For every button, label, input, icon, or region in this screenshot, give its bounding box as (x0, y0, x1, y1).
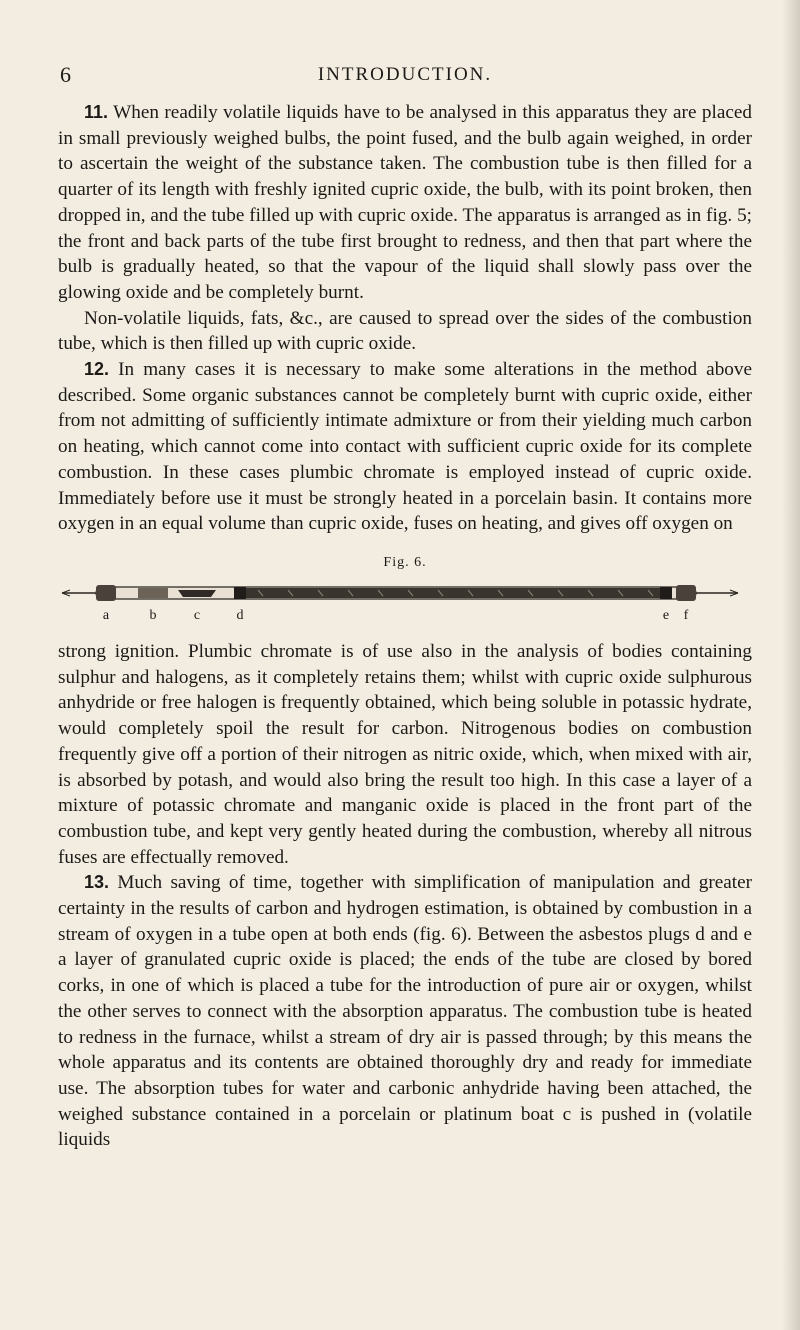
paragraph-text: Much saving of time, together with simplification of manipulation and greater certainty in the results of carbon and hydrogen estimation, is obtained by combustion in a stream of oxygen in a tube open at both ends (fig. 6). Between the asbestos plugs d and e a layer of granulated cupric oxide is placed; the ends of the tube are closed by bored corks, in one of which is placed a tube for the introduction of pure air or oxygen, whilst the other serves to connect with the absorption apparatus. The combustion tube is heated to redness in the furnace, whilst a stream of dry air is passed through; by this means the whole apparatus and its contents are obtained thoroughly dry and ready for immediate use. The absorption tubes for water and carbonic anhydride having been attached, the weighed substance contained in a porcelain or platinum boat c is pushed in (volatile liquids (58, 872, 753, 1151)
text-block-top (58, 100, 752, 537)
cork-a (96, 585, 116, 601)
paragraph-text: When readily volatile liquids have to be analysed in this apparatus they are placed in small previously weighed bulbs, the point fused, and the bulb again weighed, in order to ascertain the weight of the substance taken. The combustion tube is then filled for a quarter of its length with freshly ignited cupric oxide, the bulb, with its point broken, then dropped in, and the tube filled up with cupric oxide. The apparatus is arranged as in fig. 5; the front and back parts of the tube first brought to redness, and then that part where the bulb is gradually heated, so that the vapour of the liquid shall slowly pass over the glowing oxide and be completely burnt. (58, 102, 752, 303)
figure-caption: Fig. 6. (383, 555, 427, 570)
figure-label-a: a (102, 608, 110, 623)
figure-6 (58, 555, 752, 635)
paragraph (58, 870, 752, 1153)
figure-label-e: e (662, 608, 670, 623)
section-number: 12. (84, 359, 110, 380)
paragraph-text: In many cases it is necessary to make some alterations in the method above described. Some organic substances cannot be completely burnt with cupric oxide, either from not admitting of sufficiently intimate admixture or from their yielding much carbon on heating, which cannot come into contact with sufficient cupric oxide for its complete combustion. In these cases plumbic chromate is employed instead of cupric oxide. Immediately before use it must be strongly heated in a porcelain basin. It contains more oxygen in an equal volume than cupric oxide, fuses on heating, and gives off oxygen on (58, 359, 752, 535)
running-head: INTRODUCTION. (317, 64, 493, 85)
page-number: 6 (60, 62, 71, 87)
combustion-tube-illustration (58, 579, 752, 631)
asbestos-plug-e (660, 587, 672, 599)
paragraph (58, 639, 752, 870)
figure-label-b: b (149, 608, 157, 623)
figure-label-d: d (236, 608, 244, 623)
figure-label-f: f (683, 608, 689, 623)
figure-label-c: c (193, 608, 201, 623)
section-number: 13. (84, 872, 110, 893)
page-edge-shadow (782, 0, 800, 1330)
page-header (60, 62, 750, 92)
cupric-oxide-layer (246, 588, 660, 598)
paragraph (58, 100, 752, 306)
cork-f (676, 585, 696, 601)
paragraph-text: Non-volatile liquids, fats, &c., are caused to spread over the sides of the combustion tube, which is then filled up with cupric oxide. (58, 307, 752, 355)
asbestos-plug-d (234, 587, 246, 599)
section-number: 11. (84, 102, 109, 122)
paragraph (58, 306, 752, 357)
text-block-bottom (58, 639, 752, 1153)
region-b (138, 588, 168, 598)
paragraph-text: strong ignition. Plumbic chromate is of use also in the analysis of bodies containing sulphur and halogens, as it completely retains them; whilst with cupric oxide sulphurous anhydride or free halogen is frequently obtained, which being soluble in potassic hydrate, would completely spoil the result for carbon. Nitrogenous bodies on combustion frequently give off a portion of their nitrogen as nitric oxide, which, when mixed with air, is absorbed by potash, and would also bring the result too high. In this case a layer of a mixture of potassic chromate and manganic oxide is placed in the front part of the combustion tube, and kept very gently heated during the combustion, whereby all nitrous fuses are effectually removed. (58, 641, 752, 868)
paragraph (58, 357, 752, 537)
boat-c (178, 590, 216, 597)
